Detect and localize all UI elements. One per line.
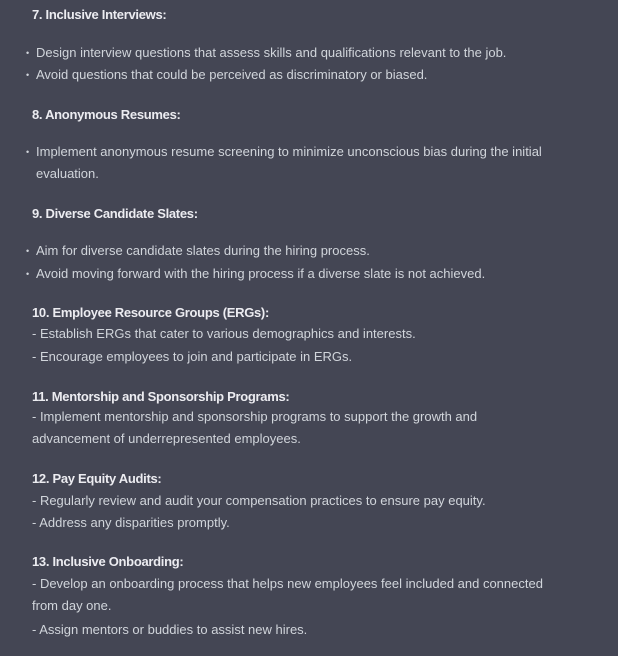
list-item: - Regularly review and audit your compensation practices to ensure pay equity. xyxy=(32,493,486,508)
section-heading-employee-resource-groups: 10. Employee Resource Groups (ERGs): xyxy=(32,305,269,320)
list-item-text: Avoid questions that could be perceived as discriminatory or biased. xyxy=(36,67,428,82)
list-item xyxy=(26,263,586,285)
bullet-icon: • xyxy=(26,246,30,256)
list-item: - Address any disparities promptly. xyxy=(32,515,230,530)
list-item: - Develop an onboarding process that helps new employees feel included and connected from day one. xyxy=(32,576,543,613)
section-heading-anonymous-resumes: 8. Anonymous Resumes: xyxy=(32,107,181,122)
bullet-icon: • xyxy=(26,48,30,58)
list-item-text: Aim for diverse candidate slates during the hiring process. xyxy=(36,243,370,258)
bullet-icon: • xyxy=(26,269,30,279)
list-item xyxy=(26,240,586,262)
list-item: - Encourage employees to join and participate in ERGs. xyxy=(32,349,353,364)
list-item xyxy=(26,64,586,86)
list-item: - Assign mentors or buddies to assist new hires. xyxy=(32,622,308,637)
list-item: - Implement mentorship and sponsorship programs to support the growth and advancement of underrepresented employees. xyxy=(32,409,478,446)
list-item-text: Implement anonymous resume screening to minimize unconscious bias during the initial evaluation. xyxy=(36,144,542,181)
list-item-text: Avoid moving forward with the hiring process if a diverse slate is not achieved. xyxy=(36,266,486,281)
section-heading-diverse-candidate-slates: 9. Diverse Candidate Slates: xyxy=(32,206,198,221)
section-heading-pay-equity-audits: 12. Pay Equity Audits: xyxy=(32,471,162,486)
list-item xyxy=(26,141,546,185)
section-heading-inclusive-onboarding: 13. Inclusive Onboarding: xyxy=(32,554,184,569)
section-heading-inclusive-interviews: 7. Inclusive Interviews: xyxy=(32,7,167,22)
list-item: - Establish ERGs that cater to various demographics and interests. xyxy=(32,326,416,341)
bullet-icon: • xyxy=(26,147,30,157)
list-item xyxy=(26,42,586,64)
section-heading-mentorship-sponsorship: 11. Mentorship and Sponsorship Programs: xyxy=(32,389,290,404)
list-item-text: Design interview questions that assess skills and qualifications relevant to the job. xyxy=(36,45,507,60)
bullet-icon: • xyxy=(26,70,30,80)
